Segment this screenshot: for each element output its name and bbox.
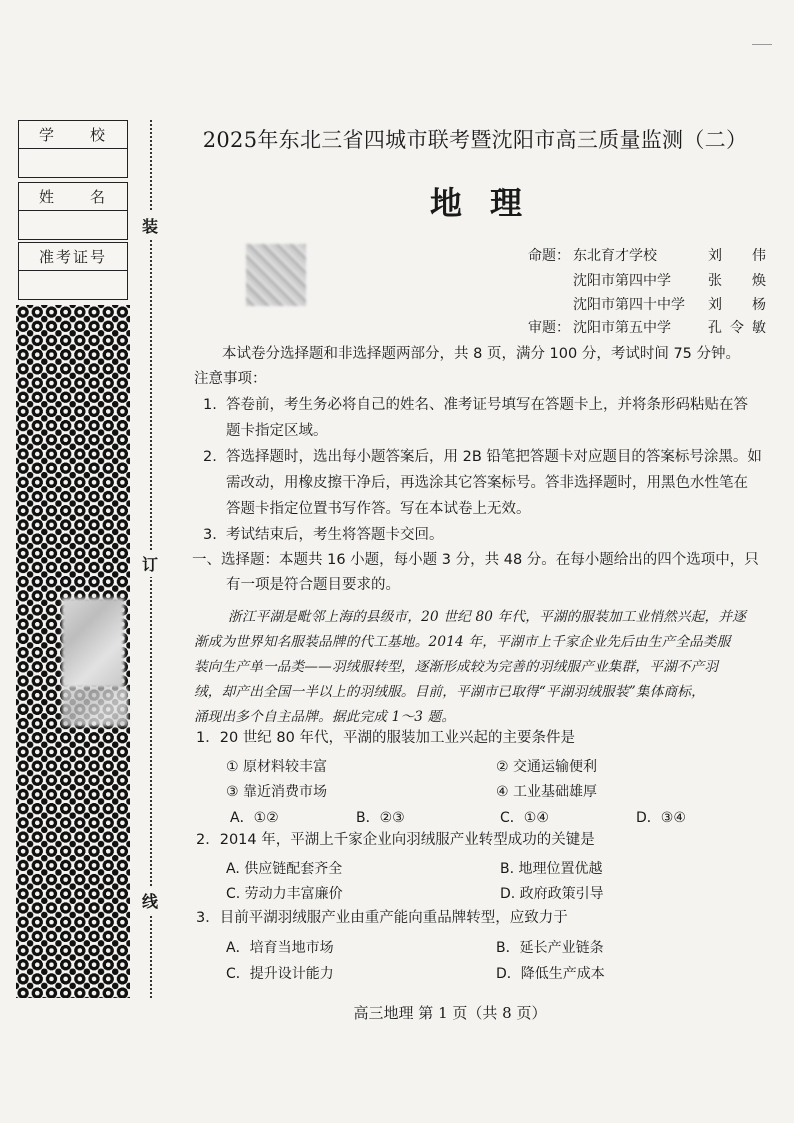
question-stem: 1．20 世纪 80 年代，平湖的服装加工业兴起的主要条件是 (196, 730, 575, 746)
binding-mark-ding: 订 (142, 550, 158, 577)
answer-option-d[interactable]: D．③④ (636, 810, 686, 826)
answer-option-b[interactable]: B．延长产业链条 (496, 940, 604, 956)
corner-mark (752, 44, 772, 45)
binding-mark-xian: 线 (142, 887, 158, 914)
name-field[interactable] (18, 211, 128, 240)
school-label-char-2: 校 (89, 126, 107, 144)
question-item: ① 原材料较丰富 (226, 759, 328, 775)
author-role: 命题： (528, 248, 570, 264)
notes-title: 注意事项： (194, 371, 267, 387)
section-heading: 一、选择题：本题共 16 小题，每小题 3 分，共 48 分。在每小题给出的四个选项中，只 (192, 552, 759, 568)
exam-title: 2025年东北三省四城市联考暨沈阳市高三质量监测（二） (202, 128, 748, 152)
passage-line: 浙江平湖是毗邻上海的县级市，20 世纪 80 年代，平湖的服装加工业悄然兴起，并逐 (228, 609, 746, 625)
page-footer: 高三地理 第 1 页（共 8 页） (353, 1004, 547, 1022)
name-label-char-1: 姓 (39, 188, 57, 206)
answer-option-a[interactable]: A. 供应链配套齐全 (226, 861, 343, 877)
author-row (0, 245, 794, 265)
reviewer-school: 沈阳市第五中学 (573, 320, 671, 336)
passage-line: 装向生产单一品类——羽绒服转型，逐渐形成较为完善的羽绒服产业集群，平湖不产羽 (194, 659, 719, 675)
passage-line: 绒，却产出全国一半以上的羽绒服。目前，平湖市已取得“平湖羽绒服装”集体商标， (194, 684, 705, 700)
redacted-patch-lower (62, 688, 128, 726)
answer-option-c[interactable]: C．提升设计能力 (226, 966, 334, 982)
passage-line: 涌现出多个自主品牌。据此完成 1～3 题。 (194, 709, 456, 725)
question-item: ④ 工业基础雄厚 (496, 784, 598, 800)
school-field[interactable] (18, 149, 128, 178)
author-row (0, 294, 794, 314)
author-row (0, 270, 794, 290)
answer-option-b[interactable]: B．②③ (356, 810, 405, 826)
school-label-box (18, 120, 128, 149)
author-name: 刘 杨 (708, 297, 766, 313)
answer-option-c[interactable]: C．①④ (500, 810, 549, 826)
author-school: 沈阳市第四中学 (573, 273, 671, 289)
answer-option-d[interactable]: D．降低生产成本 (496, 966, 605, 982)
section-heading-cont: 有一项是符合题目要求的。 (226, 577, 400, 593)
author-name: 刘 伟 (708, 248, 766, 264)
intro-text: 本试卷分选择题和非选择题两部分，共 8 页，满分 100 分，考试时间 75 分钟。 (222, 346, 741, 362)
name-label-char-2: 名 (89, 188, 107, 206)
reviewer-name: 孔 令 敏 (708, 320, 766, 336)
author-school: 沈阳市第四十中学 (573, 297, 685, 313)
passage-line: 渐成为世界知名服装品牌的代工基地。2014 年，平湖市上千家企业先后由生产全品类服 (194, 634, 731, 650)
redacted-patch (62, 598, 124, 688)
subject-title: 地理 (429, 184, 550, 222)
question-item: ② 交通运输便利 (496, 759, 598, 775)
question-stem: 3．目前平湖羽绒服产业由重产能向重品牌转型，应致力于 (196, 910, 568, 926)
note-line: 需改动，用橡皮擦干净后，再选涂其它答案标号。答非选择题时，用黑色水性笔在 (226, 475, 748, 491)
answer-option-d[interactable]: D. 政府政策引导 (500, 886, 604, 902)
author-school: 东北育才学校 (573, 248, 657, 264)
note-line: 答题卡指定位置书写作答。写在本试卷上无效。 (226, 501, 531, 517)
answer-option-a[interactable]: A．培育当地市场 (226, 940, 334, 956)
note-line: 考试结束后，考生将答题卡交回。 (226, 527, 444, 543)
reviewer-role: 审题： (528, 320, 570, 336)
exam-id-label: 准考证号 (38, 248, 107, 266)
note-number: 3. (203, 527, 217, 543)
note-line: 答选择题时，选出每小题答案后，用 2B 铅笔把答题卡对应题目的答案标号涂黑。如 (226, 449, 762, 465)
answer-option-b[interactable]: B. 地理位置优越 (500, 861, 603, 877)
note-line: 题卡指定区域。 (226, 423, 328, 439)
note-number: 2. (203, 449, 217, 465)
question-item: ③ 靠近消费市场 (226, 784, 328, 800)
school-label-char-1: 学 (39, 126, 57, 144)
question-stem: 2．2014 年，平湖上千家企业向羽绒服产业转型成功的关键是 (196, 832, 595, 848)
binding-mark-zhuang: 装 (142, 212, 158, 239)
author-name: 张 焕 (708, 273, 766, 289)
name-label-box (18, 182, 128, 211)
answer-option-c[interactable]: C. 劳动力丰富廉价 (226, 886, 343, 902)
note-line: 答卷前，考生务必将自己的姓名、准考证号填写在答题卡上，并将条形码粘贴在答 (226, 397, 748, 413)
reviewer-row (0, 317, 794, 337)
answer-option-a[interactable]: A．①② (230, 810, 279, 826)
note-number: 1. (203, 397, 217, 413)
